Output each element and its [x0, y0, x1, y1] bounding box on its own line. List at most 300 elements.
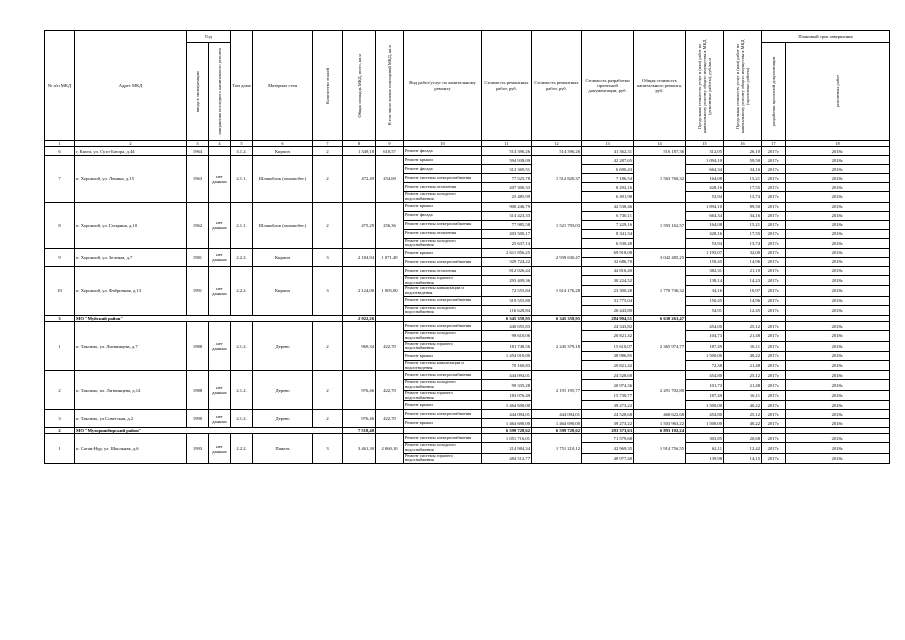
floors: 3 [313, 248, 343, 266]
residential-area: 2 060,10 [376, 434, 404, 464]
unit-limit: 13,74 [724, 238, 762, 248]
deadline-design: 2017г. [762, 238, 786, 248]
total-cost: 3 042 485,25 [634, 248, 686, 266]
unit-cost: 454,00 [686, 322, 724, 331]
work-type: Ремонт крыши [404, 202, 482, 211]
column-number: 15 [686, 141, 724, 147]
unit-cost: 164,08 [686, 174, 724, 183]
work-cost: 484 512,77 [482, 453, 532, 463]
total-area: 969,34 [343, 322, 376, 371]
column-number: 10 [404, 141, 482, 147]
house-type: 2.1.2. [231, 322, 253, 371]
works-cost: 2 191 195,77 [532, 371, 582, 410]
column-number: 11 [482, 141, 532, 147]
residential-area: 256,36 [376, 202, 404, 248]
total-area: 976,46 [343, 371, 376, 410]
total-cost: 2 365 974,77 [634, 322, 686, 371]
design-cost: 6 730,11 [582, 211, 634, 220]
deadline-repair: 2018г. [786, 147, 890, 156]
works-cost: 1 464 690,00 [532, 419, 582, 428]
deadline-repair: 2018г. [786, 257, 890, 266]
design-cost: 20 821,42 [582, 361, 634, 371]
unit-cost: 1 500,00 [686, 419, 724, 428]
work-cost: 319 555,80 [482, 296, 532, 305]
deadline-repair: 2018г. [786, 229, 890, 238]
deadline-design: 2017г. [762, 352, 786, 361]
total-cost: 1 914 756,55 [634, 434, 686, 464]
unit-limit: 15,21 [724, 174, 762, 183]
work-type: Ремонт системы холодного водоснабжения [404, 305, 482, 315]
deadline-repair: 2018г. [786, 453, 890, 463]
design-cost: 6 491,98 [582, 192, 634, 202]
unit-limit: 15,21 [724, 220, 762, 229]
design-cost: 39 273,22 [582, 419, 634, 428]
unit-limit: 21,48 [724, 380, 762, 390]
section-name: МО "Мухоршибирский район" [75, 428, 343, 434]
residential-area: 1 005,00 [376, 266, 404, 315]
work-type: Ремонт системы электроснабжения [404, 371, 482, 380]
deadline-repair: 2018г. [786, 220, 890, 229]
work-cost: 444 094,01 [482, 410, 532, 419]
works-cost: 444 094,01 [532, 410, 582, 419]
unit-limit: 40,22 [724, 352, 762, 361]
table-row [45, 434, 890, 443]
house-address: п. Хоронхой, ул. Гагарина, д.10 [75, 202, 187, 248]
wall-material: Шлакоблок (опилкобет.) [253, 202, 313, 248]
work-type: Ремонт системы электроснабжения [404, 410, 482, 419]
works-cost: 1 521 793,03 [532, 202, 582, 248]
deadline-repair: 2018г. [786, 434, 890, 443]
year-commission: 1991 [187, 266, 209, 315]
work-type: Ремонт системы холодного водоснабжения [404, 238, 482, 248]
work-cost: 440 055,83 [482, 322, 532, 331]
deadline-repair: 2018г. [786, 410, 890, 419]
design-cost: 44 816,40 [582, 266, 634, 275]
floors: 2 [313, 156, 343, 202]
unit-cost: 1 094,10 [686, 156, 724, 165]
column-number: 16 [724, 141, 762, 147]
deadline-design: 2017г. [762, 380, 786, 390]
hdr-house-type: Тип дома [231, 31, 253, 141]
unit-limit: 13,74 [724, 192, 762, 202]
wall-material: Кирпич [253, 266, 313, 315]
residential-area: 618,57 [376, 147, 404, 156]
section-works-cost: 6 345 358,95 [532, 316, 582, 322]
wall-material: Кирпич [253, 147, 313, 156]
column-number: 18 [786, 141, 890, 147]
deadline-design: 2017г. [762, 156, 786, 165]
deadline-repair: 2018г. [786, 174, 890, 183]
table-row [45, 371, 890, 380]
work-cost: 25 637,14 [482, 238, 532, 248]
floors: 2 [313, 322, 343, 371]
total-area: 2 124,00 [343, 266, 376, 315]
table-row [45, 147, 890, 156]
year-commission: 1964 [187, 147, 209, 156]
unit-limit: 21,48 [724, 331, 762, 341]
unit-limit: 17,55 [724, 229, 762, 238]
house-type: 2.2.2. [231, 248, 253, 266]
section-number: 2 [45, 428, 75, 434]
house-number: 10 [45, 266, 75, 315]
deadline-design: 2017г. [762, 266, 786, 275]
design-cost: 71 579,68 [582, 434, 634, 443]
work-type: Ремонт системы канализации и водоотведения [404, 361, 482, 371]
deadline-repair: 2018г. [786, 238, 890, 248]
work-cost: 214 984,34 [482, 443, 532, 453]
deadline-repair: 2018г. [786, 361, 890, 371]
table-row [45, 410, 890, 419]
deadline-repair: 2018г. [786, 305, 890, 315]
deadline-repair: 2018г. [786, 286, 890, 296]
year-overhaul: нет данных [209, 434, 231, 464]
house-number: 1 [45, 322, 75, 371]
work-cost: 594 938,09 [482, 156, 532, 165]
unit-limit: 12,45 [724, 305, 762, 315]
works-cost: 1 614 176,28 [532, 266, 582, 315]
deadline-repair: 2018г. [786, 211, 890, 220]
year-overhaul: нет данных [209, 322, 231, 371]
total-cost: 1 503 963,22 [634, 419, 686, 428]
hdr-deadline: Плановый срок завершения [762, 31, 890, 43]
unit-cost: 164,08 [686, 220, 724, 229]
deadline-design: 2017г. [762, 361, 786, 371]
deadline-repair: 2018г. [786, 331, 890, 341]
deadline-repair: 2018г. [786, 443, 890, 453]
hdr-year-commission: ввода в эксплуатацию [187, 43, 209, 141]
design-cost: 7 229,16 [582, 220, 634, 229]
work-cost: 2 611 856,25 [482, 248, 532, 257]
wall-material: Дерево [253, 371, 313, 410]
design-cost: 42 287,65 [582, 156, 634, 165]
work-type: Ремонт фасада [404, 165, 482, 174]
work-type: Ремонт системы горячего водоснабжения [404, 275, 482, 285]
deadline-repair: 2018г. [786, 419, 890, 428]
unit-cost: 1 500,00 [686, 352, 724, 361]
works-cost: 1 512 820,37 [532, 156, 582, 202]
total-cost: 1 563 760,32 [634, 156, 686, 202]
work-type: Ремонт системы горячего водоснабжения [404, 390, 482, 400]
deadline-repair: 2018г. [786, 248, 890, 257]
section-works-cost: 6 599 728,62 [532, 428, 582, 434]
residential-area: 1 071,49 [376, 248, 404, 266]
work-type: Ремонт системы электроснабжения [404, 322, 482, 331]
deadline-design: 2017г. [762, 183, 786, 192]
year-commission: 1993 [187, 434, 209, 464]
table-row [45, 266, 890, 275]
deadline-design: 2017г. [762, 434, 786, 443]
column-number: 8 [343, 141, 376, 147]
section-total-cost: 6 630 263,47 [634, 316, 686, 322]
deadline-design: 2017г. [762, 419, 786, 428]
wall-material: Панель [253, 434, 313, 464]
floors: 2 [313, 202, 343, 248]
year-commission: 1962 [187, 202, 209, 248]
unit-limit: 14,96 [724, 296, 762, 305]
unit-cost: 454,80 [686, 371, 724, 380]
wall-material: Шлакоблок (опилкобет.) [253, 156, 313, 202]
works-cost: 2 245 379,18 [532, 322, 582, 371]
unit-cost: 104,73 [686, 331, 724, 341]
house-address: п. Таксимо, пл. Литвинцева, д.14 [75, 371, 187, 410]
table-row [45, 322, 890, 331]
unit-cost: 101,73 [686, 380, 724, 390]
section-area: 7 518,40 [343, 428, 376, 434]
work-cost: 77 525,78 [482, 174, 532, 183]
house-address: п. Хоронхой, ул. Ленина, д.15 [75, 156, 187, 202]
deadline-design: 2017г. [762, 275, 786, 285]
work-cost: 70 160,83 [482, 361, 532, 371]
work-type: Ремонт системы электроснабжения [404, 174, 482, 183]
total-area: 475,29 [343, 202, 376, 248]
deadline-design: 2017г. [762, 410, 786, 419]
work-type: Ремонт системы канализации и водоотведения [404, 286, 482, 296]
section-design-cost: 284 904,51 [582, 316, 634, 322]
deadline-design: 2017г. [762, 401, 786, 410]
unit-cost: 1 500,00 [686, 401, 724, 410]
design-cost: 8 292,16 [582, 183, 634, 192]
design-cost: 39 273,22 [582, 401, 634, 410]
deadline-design: 2017г. [762, 341, 786, 351]
house-type: 2.2.2. [231, 434, 253, 464]
deadline-repair: 2018г. [786, 341, 890, 351]
unit-cost: 34,16 [686, 286, 724, 296]
year-overhaul: нет данных [209, 410, 231, 428]
unit-cost: 62,11 [686, 443, 724, 453]
work-cost: 314 423,33 [482, 211, 532, 220]
unit-cost: 187,49 [686, 341, 724, 351]
house-type: 2.1.1. [231, 202, 253, 248]
deadline-repair: 2018г. [786, 165, 890, 174]
unit-cost: 139,98 [686, 453, 724, 463]
work-cost: 444 094,01 [482, 371, 532, 380]
floors: 2 [313, 371, 343, 410]
house-number: 6 [45, 147, 75, 156]
unit-limit: 40,22 [724, 419, 762, 428]
deadline-design: 2017г. [762, 296, 786, 305]
design-cost: 24 343,82 [582, 322, 634, 331]
unit-cost: 53,94 [686, 238, 724, 248]
house-number: 1 [45, 434, 75, 464]
house-type: 2.1.2. [231, 371, 253, 410]
works-cost: 514 396,26 [532, 147, 582, 156]
year-overhaul: нет данных [209, 156, 231, 202]
work-type: Ремонт системы горячего водоснабжения [404, 453, 482, 463]
deadline-design: 2017г. [762, 453, 786, 463]
unit-cost: 664,34 [686, 211, 724, 220]
design-cost: 23 300,28 [582, 286, 634, 296]
unit-cost: 187,49 [686, 390, 724, 400]
design-cost: 30 224,52 [582, 275, 634, 285]
wall-material: Кирпич [253, 248, 313, 266]
floors: 2 [313, 410, 343, 428]
hdr-design-docs: разработки проектной документации [762, 43, 786, 141]
work-type: Ремонт системы электроснабжения [404, 434, 482, 443]
deadline-design: 2017г. [762, 305, 786, 315]
work-cost: 116 628,84 [482, 305, 532, 315]
year-overhaul: нет данных [209, 202, 231, 248]
deadline-repair: 2018г. [786, 352, 890, 361]
work-type: Ремонт системы холодного водоснабжения [404, 192, 482, 202]
work-cost: 98 610,06 [482, 331, 532, 341]
design-cost: 42 538,46 [582, 202, 634, 211]
total-cost: 516 187,36 [634, 147, 686, 156]
work-type: Ремонт крыши [404, 352, 482, 361]
floors: 3 [313, 434, 343, 464]
unit-cost: 138,14 [686, 275, 724, 285]
design-cost: 8 341,34 [582, 229, 634, 238]
house-type: 3.1.2. [231, 147, 253, 156]
unit-cost: 1 894,10 [686, 202, 724, 211]
total-cost: 1 770 736,32 [634, 266, 686, 315]
work-cost: 99 335,28 [482, 380, 532, 390]
deadline-repair: 2018г. [786, 380, 890, 390]
year-commission: 1988 [187, 371, 209, 410]
house-number: 8 [45, 202, 75, 248]
house-type: 2.2.2. [231, 266, 253, 315]
work-cost: 77 985,58 [482, 220, 532, 229]
deadline-design: 2017г. [762, 220, 786, 229]
design-cost: 31 775,04 [582, 296, 634, 305]
total-area: 472,49 [343, 156, 376, 202]
hdr-year: Год [187, 31, 231, 43]
unit-cost: 72,38 [686, 361, 724, 371]
residential-area: 422,70 [376, 410, 404, 428]
year-commission: 1963 [187, 156, 209, 202]
deadline-design: 2017г. [762, 202, 786, 211]
hdr-unit-cost: Предельная стоимость услуг и (или) работ по капитальному ремонту общего имущества в МКД (ремонтные работы), руб./кв.м [686, 31, 724, 141]
unit-limit: 25,12 [724, 322, 762, 331]
design-cost: 38 986,85 [582, 352, 634, 361]
document-page [44, 30, 889, 464]
column-number: 4 [209, 141, 231, 147]
year-overhaul: нет данных [209, 371, 231, 410]
deadline-design: 2017г. [762, 257, 786, 266]
column-number: 6 [253, 141, 313, 147]
unit-cost: 303,85 [686, 434, 724, 443]
unit-limit: 17,55 [724, 183, 762, 192]
deadline-repair: 2018г. [786, 183, 890, 192]
deadline-repair: 2018г. [786, 266, 890, 275]
section-work-cost: 6 599 728,62 [482, 428, 532, 434]
unit-limit: 59,50 [724, 156, 762, 165]
work-cost: 812 026,44 [482, 266, 532, 275]
work-type: Ремонт фасада [404, 147, 482, 156]
column-number: 13 [582, 141, 634, 147]
year-overhaul [209, 147, 231, 156]
design-cost: 20 821,42 [582, 331, 634, 341]
section-area: 2 922,26 [343, 316, 376, 322]
unit-limit: 14,96 [724, 257, 762, 266]
house-address: п. Саган-Нур, ул. Школьная, д.6 [75, 434, 187, 464]
deadline-design: 2017г. [762, 165, 786, 174]
deadline-design: 2017г. [762, 286, 786, 296]
unit-limit: 16,11 [724, 390, 762, 400]
unit-limit: 25,12 [724, 371, 762, 380]
design-cost: 32 686,70 [582, 257, 634, 266]
unit-limit: 34,16 [724, 211, 762, 220]
deadline-design: 2017г. [762, 390, 786, 400]
work-cost: 203 500,17 [482, 229, 532, 238]
work-cost: 1 464 690,00 [482, 401, 532, 410]
hdr-no: № п/п МКД [45, 31, 75, 141]
unit-cost: 428,16 [686, 229, 724, 238]
wall-material: Дерево [253, 410, 313, 428]
column-number: 9 [376, 141, 404, 147]
residential-area: 254,69 [376, 156, 404, 202]
design-cost: 26 443,80 [582, 305, 634, 315]
hdr-unit-limit: Предельная стоимость услуг и (или) работ по капитальному ремонту общего имущества в МКД (проектные работы) [724, 31, 762, 141]
design-cost: 20 974,36 [582, 380, 634, 390]
work-type: Ремонт крыши [404, 156, 482, 165]
deadline-design: 2017г. [762, 192, 786, 202]
work-cost: 1 051 716,01 [482, 434, 532, 443]
house-address: г. Кяхта, ул. Сухэ-Батора, д.44 [75, 147, 187, 156]
total-area: 3 461,30 [343, 434, 376, 464]
deadline-repair: 2018г. [786, 322, 890, 331]
deadline-repair: 2018г. [786, 156, 890, 165]
design-cost: 48 977,40 [582, 453, 634, 463]
work-type: Ремонт системы электроснабжения [404, 220, 482, 229]
deadline-repair: 2018г. [786, 192, 890, 202]
deadline-design: 2017г. [762, 147, 786, 156]
work-cost: 1 464 690,00 [482, 419, 532, 428]
work-cost: 514 396,26 [482, 147, 532, 156]
floors: 3 [313, 266, 343, 315]
work-type: Ремонт крыши [404, 248, 482, 257]
house-number: 2 [45, 371, 75, 410]
work-cost: 329 724,22 [482, 257, 532, 266]
deadline-repair: 2018г. [786, 202, 890, 211]
deadline-repair: 2018г. [786, 296, 890, 305]
hdr-work-cost: Стоимость ремонтных работ, руб. [482, 31, 532, 141]
unit-cost: 312,05 [686, 147, 724, 156]
work-type: Ремонт крыши [404, 419, 482, 428]
column-number: 5 [231, 141, 253, 147]
house-number: 3 [45, 410, 75, 428]
work-cost: 207 300,33 [482, 183, 532, 192]
year-commission: 1988 [187, 322, 209, 371]
design-cost: 15 730,77 [582, 390, 634, 400]
unit-cost: 53,94 [686, 192, 724, 202]
work-type: Ремонт крыши [404, 401, 482, 410]
year-overhaul: нет данных [209, 248, 231, 266]
hdr-year-overhaul: завершения последнего капитального ремонта [209, 43, 231, 141]
deadline-repair: 2018г. [786, 401, 890, 410]
hdr-design-cost: Стоимость разработки проектной документации, руб. [582, 31, 634, 141]
house-address: п. Таксимо, ул.Советская, д.2 [75, 410, 187, 428]
column-number: 17 [762, 141, 786, 147]
unit-cost: 664,34 [686, 165, 724, 174]
table-row [45, 248, 890, 257]
hdr-work-type: Вид работ/услуг по капитальному ремонту [404, 31, 482, 141]
work-type: Ремонт системы горячего водоснабжения [404, 341, 482, 351]
unit-cost: 454,80 [686, 410, 724, 419]
column-number: 12 [532, 141, 582, 147]
work-cost: 900 246,79 [482, 202, 532, 211]
column-number: 14 [634, 141, 686, 147]
unit-limit: 10,97 [724, 286, 762, 296]
unit-cost: 1 195,07 [686, 248, 724, 257]
unit-cost: 382,31 [686, 266, 724, 275]
year-commission: 1981 [187, 248, 209, 266]
work-type: Ремонт системы отопления [404, 229, 482, 238]
table-row [45, 156, 890, 165]
hdr-total-area: Общая площадь МКД, всего, кв.м [343, 31, 376, 141]
work-cost: 72 555,84 [482, 286, 532, 296]
section-number: 3 [45, 316, 75, 322]
total-cost: 2 291 702,80 [634, 371, 686, 410]
